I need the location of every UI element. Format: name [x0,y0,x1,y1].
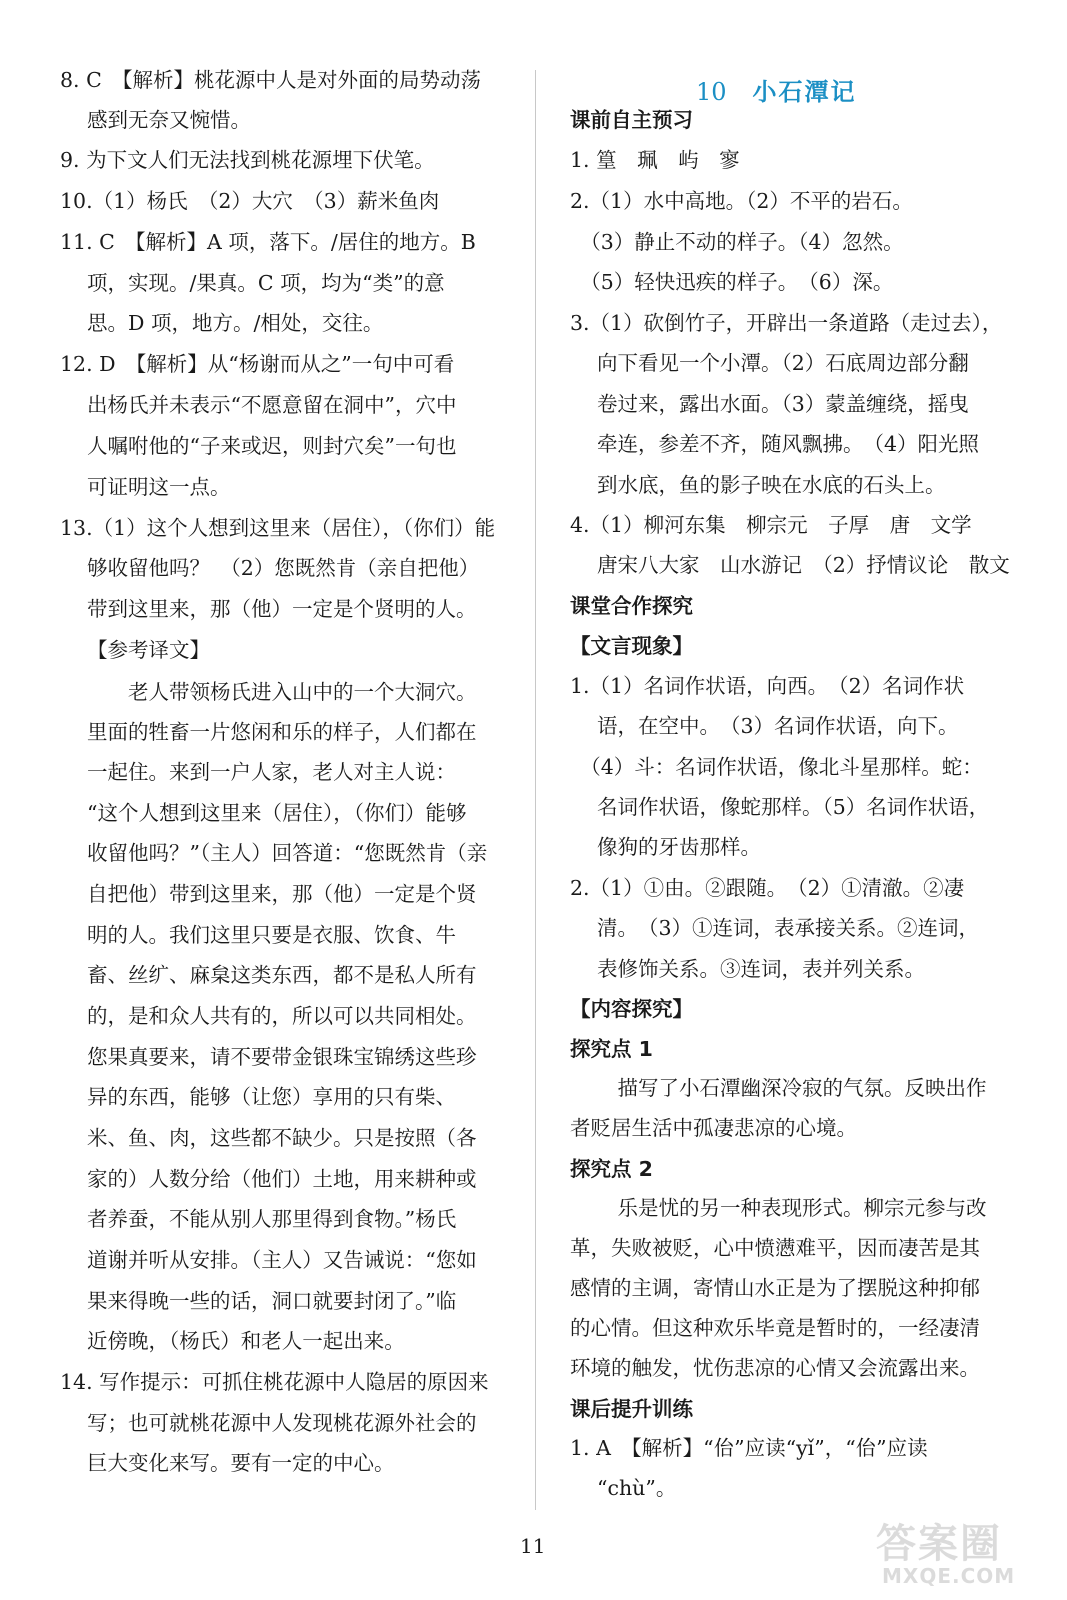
text-line: 巨大变化来写。要有一定的中心。 [60,1451,395,1475]
text-line: 的，是和众人共有的，所以可以共同相处。 [60,1004,477,1028]
section-heading: 课前自主预习 [570,108,693,132]
text-line: 近傍晚，（杨氏）和老人一起出来。 [60,1329,405,1353]
text-line: 2.（1）水中高地。（2）不平的岩石。 [570,189,913,213]
text-line: 的心情。但这种欢乐毕竟是暂时的，一经凄清 [570,1316,980,1340]
text-line: 【参考译文】 [60,638,211,662]
text-line: 米、鱼、肉，这些都不缺少。只是按照（各 [60,1126,477,1150]
text-line: 可证明这一点。 [60,475,231,499]
text-line: （3）静止不动的样子。（4）忽然。 [570,230,904,254]
text-line: 者养蚕，不能从别人那里得到食物。”杨氏 [60,1207,457,1231]
text-line: 革，失败被贬，心中愤懑难平，因而凄苦是其 [570,1236,980,1260]
text-line: 牵连，参差不齐，随风飘拂。 （4）阳光照 [570,432,980,456]
text-line: 带到这里来，那（他）一定是个贤明的人。 [60,597,477,621]
section-heading: 探究点 1 [570,1037,653,1061]
text-line: “这个人想到这里来（居住），（你们）能够 [60,801,467,825]
watermark-url: MXQE.COM [882,1564,1016,1588]
text-line: 2.（1）①由。②跟随。 （2）①清澈。②凄 [570,876,965,900]
text-line: 明的人。我们这里只要是衣服、饮食、牛 [60,923,457,947]
text-line: 8. C 【解析】桃花源中人是对外面的局势动荡 [60,68,482,92]
text-line: 老人带领杨氏进入山中的一个大洞穴。 [60,680,477,704]
text-line: 表修饰关系。③连词，表并列关系。 [570,957,926,981]
text-line: 向下看见一个小潭。（2）石底周边部分翻 [570,351,969,375]
text-line: 14. 写作提示：可抓住桃花源中人隐居的原因来 [60,1370,489,1394]
text-line: 自把他）带到这里来，那（他）一定是个贤 [60,882,477,906]
page-number: 11 [520,1534,546,1558]
text-line: 者贬居生活中孤凄悲凉的心境。 [570,1116,857,1140]
section-heading: 【文言现象】 [570,634,693,658]
column-divider [535,70,536,1510]
text-line: 名词作状语，像蛇那样。（5）名词作状语， [570,795,990,819]
text-line: 到水底，鱼的影子映在水底的石头上。 [570,473,946,497]
text-line: 清。 （3）①连词，表承接关系。②连词， [570,916,980,940]
section-heading: 课堂合作探究 [570,594,693,618]
watermark-text: 答案圈 [876,1521,1002,1567]
text-line: 思。D 项，地方。/相处，交往。 [60,311,384,335]
text-line: 您果真要来，请不要带金银珠宝锦绣这些珍 [60,1045,477,1069]
text-line: 够收留他吗？ （2）您既然肯（亲自把他） [60,556,480,580]
watermark-logo [868,1508,1058,1594]
text-line: （5）轻快迅疾的样子。 （6）深。 [570,270,894,294]
text-line: 1.（1）名词作状语，向西。 （2）名词作状 [570,674,965,698]
text-line: 一起住。来到一户人家，老人对主人说： [60,760,457,784]
text-line: 感到无奈又惋惜。 [60,108,252,132]
section-heading: 探究点 2 [570,1157,653,1181]
text-line: （4）斗：名词作状语，像北斗星那样。蛇： [570,755,983,779]
text-line: 唐宋八大家 山水游记 （2）抒情议论 散文 [570,553,1010,577]
text-line: 9. 为下文人们无法找到桃花源埋下伏笔。 [60,148,435,172]
lesson-title [696,72,857,107]
text-line: 1. A 【解析】“佁”应读“yǐ”，“佁”应读 [570,1436,928,1460]
section-heading: 课后提升训练 [570,1397,693,1421]
text-line: 道谢并听从安排。（主人）又告诫说：“您如 [60,1248,477,1272]
text-line: 1. 篁 珮 屿 寥 [570,148,740,172]
lesson-number: 10 [696,78,727,106]
text-line: 描写了小石潭幽深冷寂的气氛。反映出作 [570,1076,987,1100]
text-line: 13.（1）这个人想到这里来（居住），（你们）能 [60,516,496,540]
text-line: 环境的触发，忧伤悲凉的心情又会流露出来。 [570,1356,980,1380]
text-line: 收留他吗？”（主人）回答道：“您既然肯（亲 [60,841,488,865]
text-line: 10.（1）杨氏 （2）大穴 （3）薪米鱼肉 [60,189,440,213]
text-line: 出杨氏并未表示“不愿意留在洞中”，穴中 [60,393,457,417]
text-line: 里面的牲畜一片悠闲和乐的样子，人们都在 [60,720,477,744]
text-line: “chù”。 [570,1476,677,1500]
text-line: 果来得晚一些的话，洞口就要封闭了。”临 [60,1289,457,1313]
text-line: 人嘱咐他的“子来或迟，则封穴矣”一句也 [60,434,457,458]
text-line: 乐是忧的另一种表现形式。柳宗元参与改 [570,1196,987,1220]
text-line: 感情的主调，寄情山水正是为了摆脱这种抑郁 [570,1276,980,1300]
text-line: 4.（1）柳河东集 柳宗元 子厚 唐 文学 [570,513,972,537]
text-line: 畜、丝纩、麻枲这类东西，都不是私人所有 [60,963,477,987]
text-line: 12. D 【解析】从“杨谢而从之”一句中可看 [60,352,455,376]
section-heading: 【内容探究】 [570,997,693,1021]
text-line: 像狗的牙齿那样。 [570,835,762,859]
text-line: 卷过来，露出水面。（3）蒙盖缠绕，摇曳 [570,392,969,416]
text-line: 项，实现。/果真。C 项，均为“类”的意 [60,271,445,295]
text-line: 11. C 【解析】A 项，落下。/居住的地方。B [60,230,476,254]
text-line: 写；也可就桃花源中人发现桃花源外社会的 [60,1411,477,1435]
text-line: 异的东西，能够（让您）享用的只有柴、 [60,1085,457,1109]
text-line: 家的）人数分给（他们）土地，用来耕种或 [60,1167,477,1191]
text-line: 语，在空中。 （3）名词作状语，向下。 [570,714,959,738]
text-line: 3.（1）砍倒竹子，开辟出一条道路（走过去）， [570,311,1003,335]
lesson-name: 小石潭记 [752,78,857,106]
